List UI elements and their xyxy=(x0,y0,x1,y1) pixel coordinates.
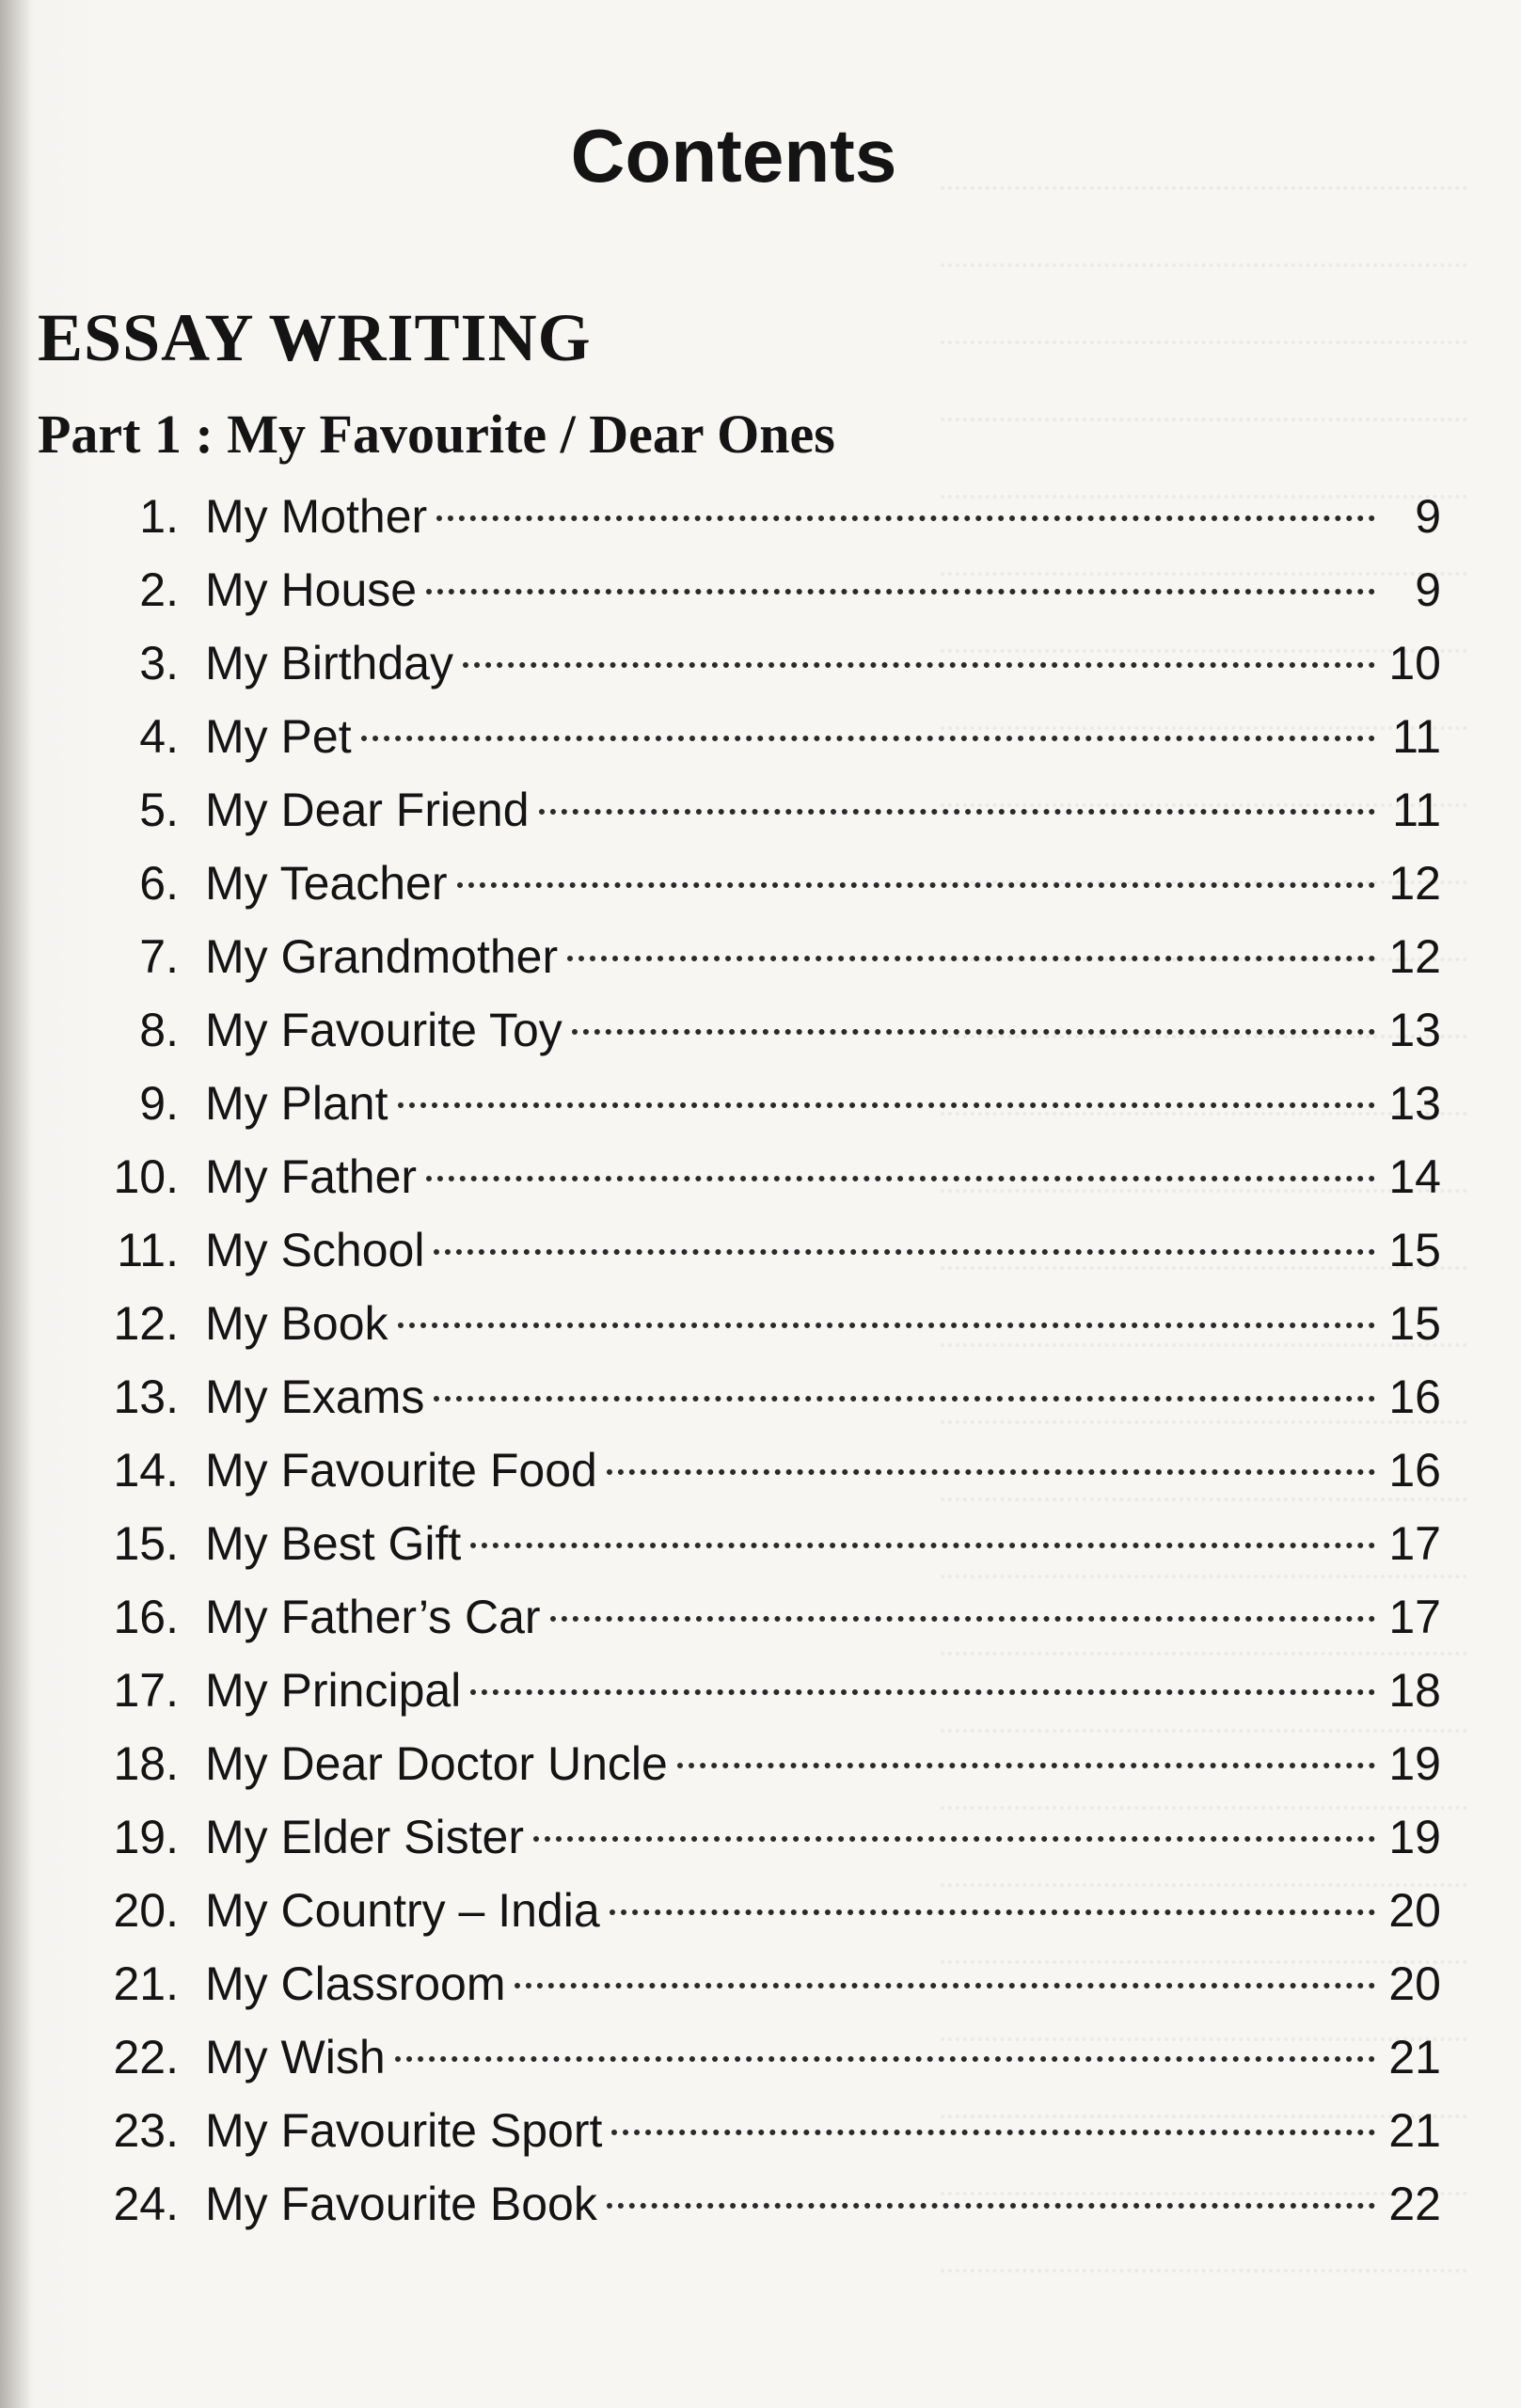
dot-leader xyxy=(361,736,1375,741)
dot-leader xyxy=(457,882,1375,888)
toc-entry xyxy=(75,1580,1441,1654)
entry-page-number: 17 xyxy=(1388,1591,1441,1643)
toc-entry xyxy=(75,847,1441,920)
entry-page-number: 9 xyxy=(1415,563,1441,616)
entry-page-number: 18 xyxy=(1388,1664,1441,1717)
entry-page-number: 12 xyxy=(1388,857,1441,910)
dot-leader xyxy=(426,589,1375,594)
entry-title: My Favourite Book xyxy=(205,2178,597,2230)
entry-title: My Exams xyxy=(205,1370,425,1423)
toc-entry xyxy=(75,2094,1441,2167)
entry-title: My Dear Doctor Uncle xyxy=(205,1737,668,1790)
entry-number: 16. xyxy=(113,1591,179,1643)
toc-entry xyxy=(75,1800,1441,1874)
entry-title: My Favourite Toy xyxy=(205,1004,562,1056)
dot-leader xyxy=(434,1249,1375,1255)
entry-page-number: 21 xyxy=(1388,2104,1441,2157)
entry-number: 14. xyxy=(113,1444,179,1497)
entry-number: 2. xyxy=(139,563,179,616)
toc-entry xyxy=(75,480,1441,553)
dot-leader xyxy=(611,2130,1375,2135)
entry-page-number: 13 xyxy=(1388,1004,1441,1056)
entry-number: 3. xyxy=(139,637,179,689)
dot-leader xyxy=(533,1836,1375,1842)
entry-number: 10. xyxy=(113,1150,179,1203)
toc-entry xyxy=(75,2167,1441,2241)
entry-page-number: 16 xyxy=(1388,1444,1441,1497)
entry-number: 13. xyxy=(113,1370,179,1423)
entry-title: My Teacher xyxy=(205,857,448,910)
entry-page-number: 17 xyxy=(1388,1517,1441,1570)
entry-page-number: 19 xyxy=(1388,1811,1441,1863)
toc-entry xyxy=(75,626,1441,700)
entry-title: My Plant xyxy=(205,1077,388,1130)
toc-entry xyxy=(75,1947,1441,2020)
dot-leader xyxy=(426,1176,1375,1181)
entry-title: My Principal xyxy=(205,1664,462,1717)
toc-entry xyxy=(75,1140,1441,1213)
entry-number: 15. xyxy=(113,1517,179,1570)
toc-entry xyxy=(75,1067,1441,1140)
dot-leader xyxy=(395,2056,1375,2062)
entry-title: My Father xyxy=(205,1150,418,1203)
entry-title: My Father’s Car xyxy=(205,1591,541,1643)
dot-leader xyxy=(398,1102,1375,1108)
entry-page-number: 11 xyxy=(1392,710,1441,763)
entry-title: My Best Gift xyxy=(205,1517,462,1570)
entry-page-number: 12 xyxy=(1388,930,1441,983)
toc-entry xyxy=(75,700,1441,773)
toc-entry xyxy=(75,1507,1441,1580)
toc-entry xyxy=(75,1213,1441,1287)
entry-number: 24. xyxy=(113,2178,179,2230)
section-heading: ESSAY WRITING xyxy=(38,300,592,375)
entry-number: 17. xyxy=(113,1664,179,1717)
dot-leader xyxy=(470,1543,1375,1548)
dot-leader xyxy=(607,1469,1375,1475)
entry-number: 11. xyxy=(117,1224,179,1276)
entry-number: 23. xyxy=(113,2104,179,2157)
part-heading: Part 1 : My Favourite / Dear Ones xyxy=(38,404,835,465)
entry-title: My School xyxy=(205,1224,425,1276)
entry-page-number: 20 xyxy=(1388,1957,1441,2010)
dot-leader xyxy=(610,1909,1375,1915)
entry-number: 21. xyxy=(113,1957,179,2010)
entry-number: 6. xyxy=(139,857,179,910)
dot-leader xyxy=(470,1689,1375,1695)
toc-entry xyxy=(75,993,1441,1067)
entry-page-number: 9 xyxy=(1415,490,1441,543)
entry-title: My Book xyxy=(205,1297,388,1350)
entry-page-number: 15 xyxy=(1388,1297,1441,1350)
entry-page-number: 22 xyxy=(1388,2178,1441,2230)
entry-title: My Country – India xyxy=(205,1884,600,1937)
entry-page-number: 19 xyxy=(1388,1737,1441,1790)
toc-entry xyxy=(75,1434,1441,1507)
entry-title: My Dear Friend xyxy=(205,784,530,836)
entry-number: 4. xyxy=(139,710,179,763)
entry-number: 22. xyxy=(113,2031,179,2083)
dot-leader xyxy=(539,809,1375,815)
toc-entry xyxy=(75,773,1441,847)
entry-title: My Grandmother xyxy=(205,930,559,983)
toc-entry xyxy=(75,553,1441,626)
entry-title: My Wish xyxy=(205,2031,386,2083)
entry-page-number: 16 xyxy=(1388,1370,1441,1423)
entry-title: My Favourite Sport xyxy=(205,2104,603,2157)
page-title: Contents xyxy=(570,114,897,198)
entry-page-number: 13 xyxy=(1388,1077,1441,1130)
dot-leader xyxy=(572,1029,1375,1035)
dot-leader xyxy=(434,1396,1375,1402)
dot-leader xyxy=(550,1616,1375,1622)
dot-leader xyxy=(398,1323,1375,1328)
toc-entry xyxy=(75,1654,1441,1727)
entry-number: 7. xyxy=(139,930,179,983)
entry-title: My House xyxy=(205,563,418,616)
dot-leader xyxy=(607,2203,1375,2209)
toc-entry xyxy=(75,1727,1441,1800)
dot-leader xyxy=(463,662,1375,668)
table-of-contents xyxy=(75,480,1441,2241)
toc-entry xyxy=(75,1874,1441,1947)
dot-leader xyxy=(567,956,1375,961)
entry-page-number: 14 xyxy=(1388,1150,1441,1203)
entry-number: 20. xyxy=(113,1884,179,1937)
toc-entry xyxy=(75,1360,1441,1434)
entry-number: 12. xyxy=(113,1297,179,1350)
entry-page-number: 10 xyxy=(1388,637,1441,689)
entry-page-number: 11 xyxy=(1392,784,1441,836)
dot-leader xyxy=(677,1763,1375,1768)
toc-entry xyxy=(75,2020,1441,2094)
entry-page-number: 21 xyxy=(1388,2031,1441,2083)
entry-title: My Mother xyxy=(205,490,428,543)
entry-number: 5. xyxy=(139,784,179,836)
entry-number: 8. xyxy=(139,1004,179,1056)
dot-leader xyxy=(436,515,1375,521)
spine-shadow xyxy=(0,0,32,2408)
entry-title: My Birthday xyxy=(205,637,453,689)
entry-page-number: 15 xyxy=(1388,1224,1441,1276)
entry-title: My Favourite Food xyxy=(205,1444,597,1497)
entry-number: 1. xyxy=(139,490,179,543)
entry-title: My Classroom xyxy=(205,1957,506,2010)
entry-page-number: 20 xyxy=(1388,1884,1441,1937)
entry-title: My Pet xyxy=(205,710,352,763)
entry-number: 9. xyxy=(139,1077,179,1130)
entry-number: 19. xyxy=(113,1811,179,1863)
entry-title: My Elder Sister xyxy=(205,1811,524,1863)
toc-entry xyxy=(75,920,1441,993)
dot-leader xyxy=(515,1983,1375,1988)
toc-entry xyxy=(75,1287,1441,1360)
entry-number: 18. xyxy=(113,1737,179,1790)
